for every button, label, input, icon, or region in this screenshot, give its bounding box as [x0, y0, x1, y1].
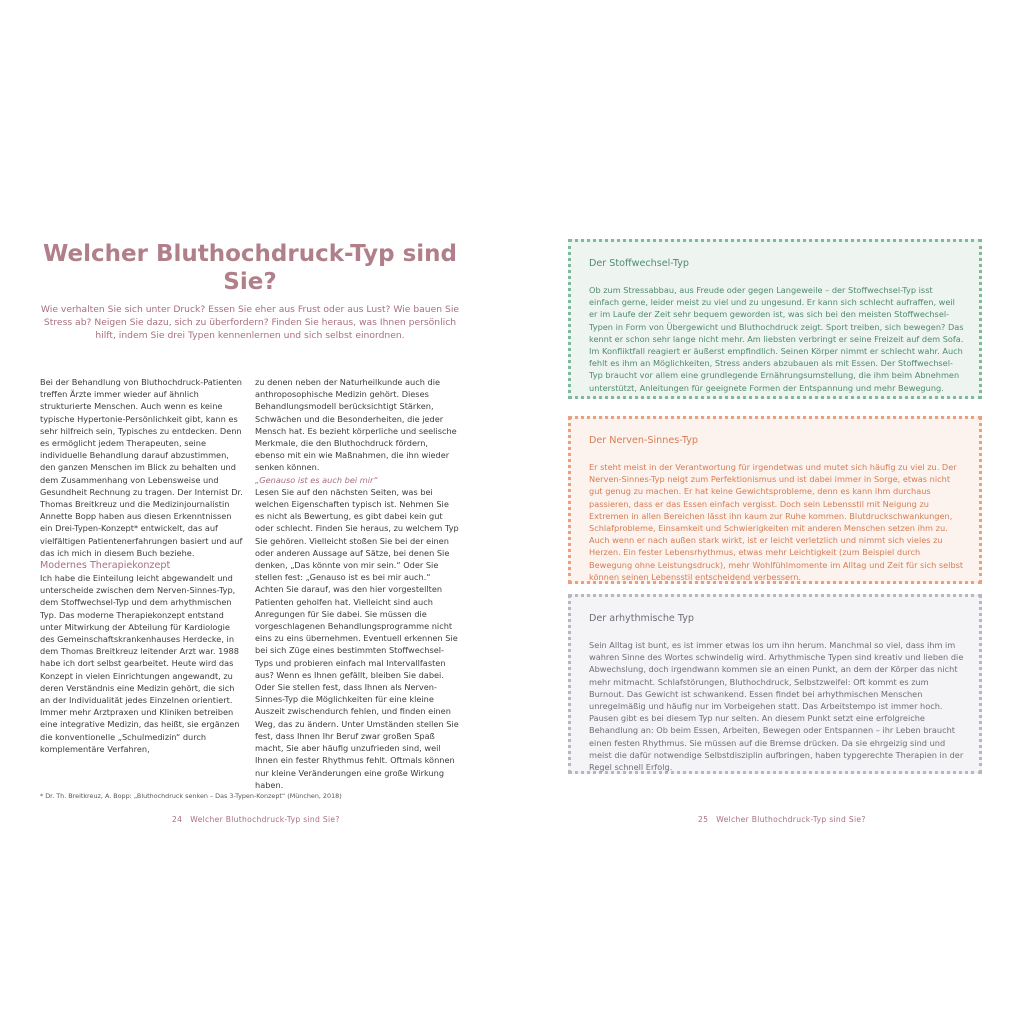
type-box-stoffwechsel	[568, 239, 982, 399]
running-title: Welcher Bluthochdruck-Typ sind Sie?	[190, 815, 340, 824]
page-number: 25	[698, 815, 709, 824]
intro-text: Wie verhalten Sie sich unter Druck? Essen Sie eher aus Frust oder aus Lust? Wie bauen Sie Stress ab? Neigen Sie dazu, sich zu überfordern? Finden Sie heraus, was Ihnen persönlich hilft, indem Sie drei Typen kennenlernen und sich selbst einordnen.	[40, 304, 460, 341]
page-number: 24	[172, 815, 183, 824]
text-column-2	[255, 376, 460, 791]
type-box-nerven-sinnes	[568, 416, 982, 584]
box-text: Ob zum Stressabbau, aus Freude oder gegen Langeweile – der Stoffwechsel-Typ isst einfach gerne, leider meist zu viel und zu ungesund. Er kann sich schlecht aufraffen, weil er im Laufe der Zeit sehr bequem geworden ist, was sich bei den meisten Stoffwechsel-Typen in Form von Übergewicht und Bluthochdruck zeigt. Sport treiben, sich bewegen? Das kennt er schon sehr lange nicht mehr. Am liebsten verbringt er seine Freizeit auf dem Sofa. Im Konfliktfall reagiert er äußerst empfindlich. Seinen Körper nimmt er schlecht wahr. Auch fehlt es ihm an Möglichkeiten, Stress anders abzubauen als mit Essen. Der Stoffwechsel-Typ braucht vor allem eine grundlegende Ernährungsumstellung, die ihm beim Abnehmen unterstützt, Anleitungen für geeignete Formen der Entspannung und mehr Bewegung.	[589, 285, 964, 393]
paragraph: Lesen Sie auf den nächsten Seiten, was bei welchen Eigenschaften typisch ist. Nehmen Sie es nicht als Bewertung, es gibt dabei kein gut oder schlecht. Finden Sie heraus, zu welchem Typ Sie gehören. Vielleicht stoßen Sie bei der einen oder anderen Aussage auf Sätze, bei denen Sie denken, „Das könnte von mir sein.“ Oder Sie stellen fest: „Genauso ist es bei mir auch.“ Achten Sie darauf, was den hier vorgestellten Patienten geholfen hat. Vielleicht sind auch Anregungen für Sie dabei. Sie müssen die vorgeschlagenen Behandlungsprogramme nicht eins zu eins übernehmen. Eventuell erkennen Sie bei sich Züge eines bestimmten Stoffwechsel-Typs und probieren einfach mal Intervallfasten aus? Wenn es Ihnen gefällt, bleiben Sie dabei. Oder Sie stellen fest, dass Ihnen als Nerven-Sinnes-Typ die Möglichkeiten für eine kleine Auszeit zwischendurch fehlen, und finden einen Weg, das zu ändern. Unter Umständen stellen Sie fest, dass Ihnen Ihr Beruf zwar großen Spaß macht, Sie aber häufig unzufrieden sind, weil Ihnen ein fester Rhythmus fehlt. Oftmals können nur kleine Veränderungen eine große Wirkung haben.	[255, 486, 459, 790]
running-title: Welcher Bluthochdruck-Typ sind Sie?	[716, 815, 866, 824]
box-heading: Der arhythmische Typ	[589, 613, 694, 624]
page-title: Welcher Bluthochdruck-Typ sind Sie?	[42, 241, 458, 295]
right-page	[512, 0, 1024, 1024]
type-box-arhythmisch	[568, 594, 982, 774]
quote-subhead: „Genauso ist es auch bei mir“	[255, 474, 378, 485]
page-footer	[698, 815, 866, 824]
paragraph: Bei der Behandlung von Bluthochdruck-Patienten treffen Ärzte immer wieder auf ähnlich strukturierte Menschen. Auch wenn es keine typische Hypertonie-Persönlichkeit gibt, kann es sehr hilfreich sein, Typisches zu entdecken. Denn es ermöglicht jedem Therapeuten, seine individuelle Behandlung darauf abzustimmen, den ganzen Menschen im Blick zu behalten und dem Zusammenhang von Lebensweise und Gesundheit Rechnung zu tragen. Der Internist Dr. Thomas Breitkreuz und die Medizinjournalistin Annette Bopp haben aus diesen Erkenntnissen ein Drei-Typen-Konzept* entwickelt, das auf vielfältigen Patientenerfahrungen basiert und auf das ich mich in diesem Buch beziehe.	[40, 377, 243, 558]
paragraph: zu denen neben der Naturheilkunde auch die anthroposophische Medizin gehört. Dieses Behandlungsmodell berücksichtigt Stärken, Schwächen und die Besonderheiten, die jeder Mensch hat. Es bezieht körperliche und seelische Merkmale, die den Bluthochdruck fördern, ebenso mit ein wie Maßnahmen, die ihn wieder senken können.	[255, 377, 457, 473]
page-footer	[172, 815, 340, 824]
box-heading: Der Nerven-Sinnes-Typ	[589, 435, 698, 446]
box-heading: Der Stoffwechsel-Typ	[589, 258, 689, 269]
footnote: * Dr. Th. Breitkreuz, A. Bopp: „Bluthochdruck senken – Das 3-Typen-Konzept“ (München, 2018)	[40, 792, 342, 800]
box-text: Sein Alltag ist bunt, es ist immer etwas los um ihn herum. Manchmal so viel, dass ihm im wahren Sinne des Wortes schwindelig wird. Arhythmische Typen sind kreativ und lieben die Abwechslung, doch irgendwann kommen sie an einen Punkt, an dem der Körper das nicht mehr mitmacht. Schlafstörungen, Bluthochdruck, Selbstzweifel: Oft kommt es zum Burnout. Das Gewicht ist schwankend. Essen findet bei arhythmischen Menschen unregelmäßig und häufig nur im Vorbeigehen statt. Das Arbeitstempo ist immer hoch. Pausen gibt es bei diesem Typ nur selten. An diesem Punkt setzt eine erfolgreiche Behandlung an: Ob beim Essen, Arbeiten, Bewegen oder Entspannen – ihr Leben braucht einen festen Rhythmus. Sie müssen auf die Bremse drücken. Da sie ehrgeizig sind und meist die dafür notwendige Selbstdisziplin aufbringen, haben typgerechte Therapien in der Regel schnell Erfolg.	[589, 640, 964, 773]
section-subhead: Modernes Therapiekonzept	[40, 560, 171, 572]
box-text: Er steht meist in der Verantwortung für irgendetwas und mutet sich häufig zu viel zu. Der Nerven-Sinnes-Typ neigt zum Perfektionismus und ist dabei immer in Sorge, etwas nicht gut genug zu machen. Er hat keine Gewichtsprobleme, denn es kann ihm durchaus passieren, dass er das Essen einfach vergisst. Doch sein Lebensstil mit Neigung zu Extremen in allen Bereichen lässt ihn kaum zur Ruhe kommen. Blutdruckschwankungen, Schlafprobleme, Einsamkeit und Schwierigkeiten mit anderen Menschen setzen ihm zu. Auch wenn er nach außen stark wirkt, ist er leicht verletzlich und nimmt sich vieles zu Herzen. Ein fester Lebensrhythmus, etwas mehr Leichtigkeit (zum Beispiel durch Bewegung ohne Leistungsdruck), mehr Wohlfühlmomente im Alltag und Zeit für sich selbst können seinen Lebensstil entscheidend verbessern.	[589, 462, 964, 582]
text-column-1	[40, 376, 245, 755]
paragraph: Ich habe die Einteilung leicht abgewandelt und unterscheide zwischen dem Nerven-Sinnes-Typ, dem Stoffwechsel-Typ und dem arhythmischen Typ. Das moderne Therapiekonzept entstand unter Mitwirkung der Abteilung für Kardiologie des Gemeinschaftskrankenhauses Herdecke, in dem Thomas Breitkreuz leitender Arzt war. 1988 habe ich dort selbst gearbeitet. Heute wird das Konzept in vielen Einrichtungen angewandt, zu deren Verständnis eine Medizin gehört, die sich an der Individualität jedes Einzelnen orientiert. Immer mehr Arztpraxen und Kliniken betreiben eine integrative Medizin, das heißt, sie ergänzen die konventionelle „Schulmedizin“ durch komplementäre Verfahren,	[40, 573, 240, 754]
